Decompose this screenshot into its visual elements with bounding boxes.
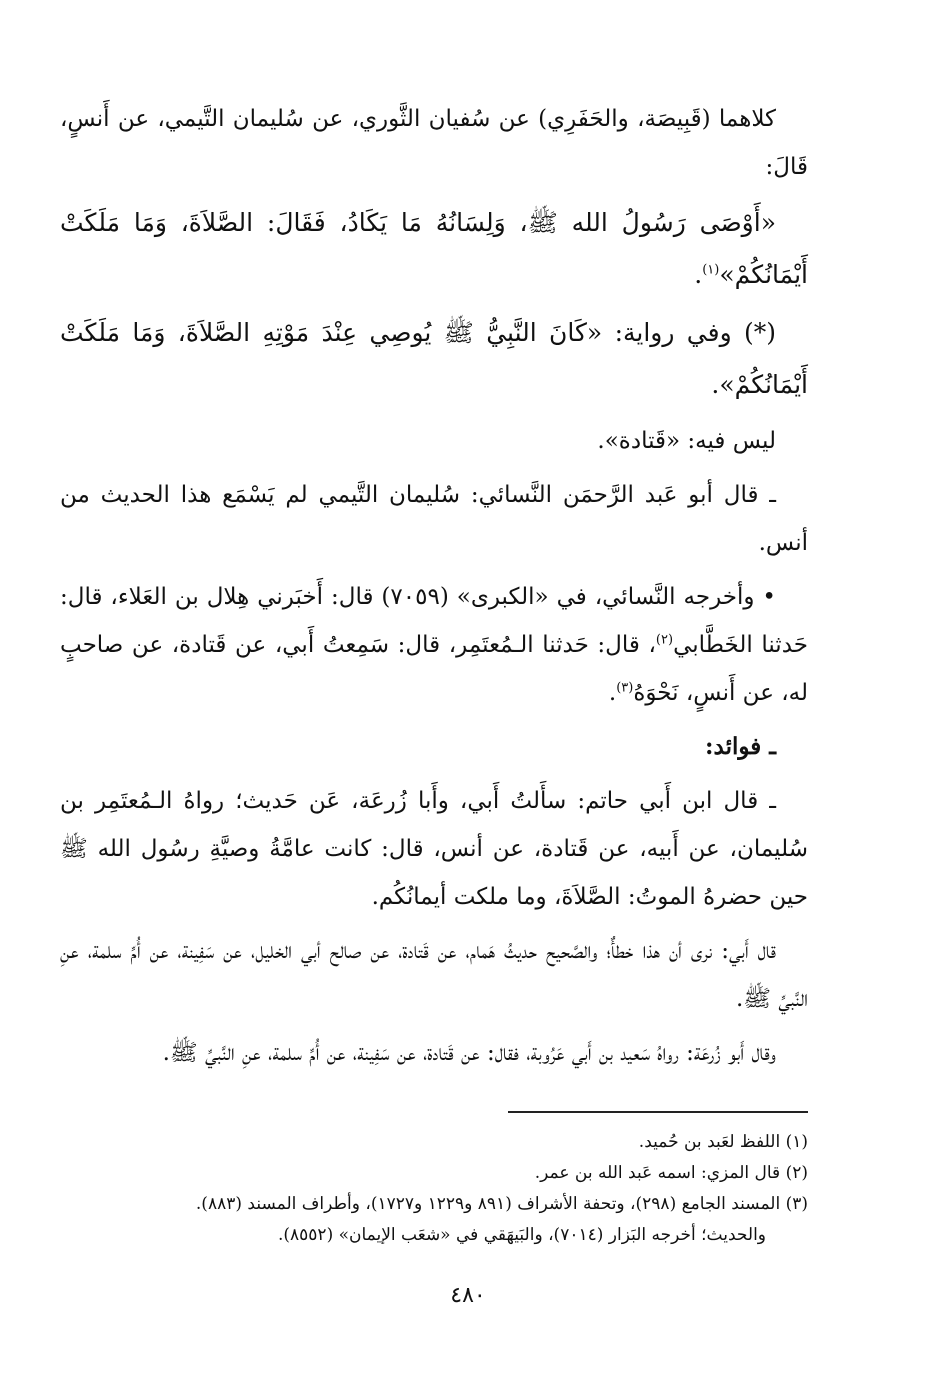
paragraph-abu-zura: وقال أَبو زُرعَة: رواهُ سَعيد بن أَبي عَرُوبة، فقال: عن قَتادة، عن سَفِينة، عن أُمِّ سلمة، عنِ النَّبيِّ ﷺ. — [162, 1040, 776, 1066]
hadith-text-main: «أَوْصَى رَسُولُ الله ﷺ، وَلِسَانُهُ مَا يَكَادُ، فَقَالَ: الصَّلاَةَ، وَمَا مَلَكَتْ أَيْمَانُكُمْ» — [60, 208, 808, 289]
hadith-text — [60, 197, 808, 301]
takhrij-part-1: • وأخرجه النَّسائي، في «الكبرى» (٧٠٥٩) قال: أَخبَرني هِلال بن العَلاء، قال: حَدثنا الخَطَّابي — [60, 584, 808, 658]
paragraph-ibn-abi-hatim: ـ قال ابن أَبي حاتم: سأَلتُ أَبي، وأَبا زُرعَة، عَن حَديث؛ رواهُ الـمُعتَمِر بن سُليمان، عن أَبيه، عن قَتادة، عن أنس، قال: كانت عامَّةُ وصيَّةِ رسُول الله ﷺ حين حضرهُ الموتُ: الصَّلاَةَ، وما ملكت أيمانُكُم. — [60, 788, 808, 910]
footnote-ref-3: (٣) — [616, 680, 634, 696]
footnote-ref-1: (١) — [702, 262, 720, 278]
paragraph-takhrij — [60, 573, 808, 717]
paragraph-abi-comment: قال أَبي: نرى أن هذا خطأٌ؛ والصَّحيح حديثُ هَمام، عن قَتادة، عن صالح أبي الخليل، عن سَفِينة، عن أُمِّ سلمة، عنِ النَّبيِّ ﷺ. — [60, 938, 808, 1012]
takhrij-part-2: ، قال: حَدثنا الـمُعتَمِر، قال: سَمِعتُ أَبي، عن قَتادة، عن صاحبٍ له، عن أَنسٍ، نَحْوَهُ — [60, 632, 808, 706]
hadith-variant: (*) وفي رواية: «كَانَ النَّبِيُّ ﷺ يُوصِي عِنْدَ مَوْتِهِ الصَّلاَةَ، وَمَا مَلَكَتْ أَيْمَانُكُمْ». — [60, 318, 808, 399]
page-content — [60, 95, 808, 1251]
paragraph-chain: كلاهما (قَبِيصَة، والحَفَرِي) عن سُفيان الثَّوري، عن سُليمان التَّيمي، عن أَنسٍ، قَالَ: — [60, 106, 808, 180]
footnote-divider — [508, 1111, 808, 1113]
hadith-text-end: . — [694, 260, 703, 289]
paragraph-note: ليس فيه: «قَتادة». — [597, 428, 776, 454]
page-number: ٤٨٠ — [450, 1283, 486, 1308]
footnote-3-continued: والحديث؛ أخرجه البَزار (٧٠١٤)، والبَيهَقي في «شعَب الإيمان» (٨٥٥٢). — [277, 1225, 766, 1245]
footnote-1: (١) اللفظ لعَبد بن حُميد. — [638, 1132, 808, 1152]
section-heading-fawaid: ـ فوائد: — [705, 733, 776, 760]
footnote-3: (٣) المسند الجامع (٢٩٨)، وتحفة الأشراف (٨٩١ و١٢٢٩ و١٧٢٧)، وأطراف المسند (٨٨٣). — [195, 1194, 808, 1214]
footnote-ref-2: (٢) — [655, 632, 674, 648]
footnotes — [60, 1127, 808, 1251]
takhrij-end: . — [608, 680, 617, 706]
paragraph-nasai-comment: ـ قال أبو عَبد الرَّحمَن النَّسائي: سُليمان التَّيمي لم يَسْمَع هذا الحديث من أنس. — [60, 482, 808, 556]
footnote-2: (٢) قال المزي: اسمه عَبد الله بن عمر. — [534, 1163, 808, 1183]
